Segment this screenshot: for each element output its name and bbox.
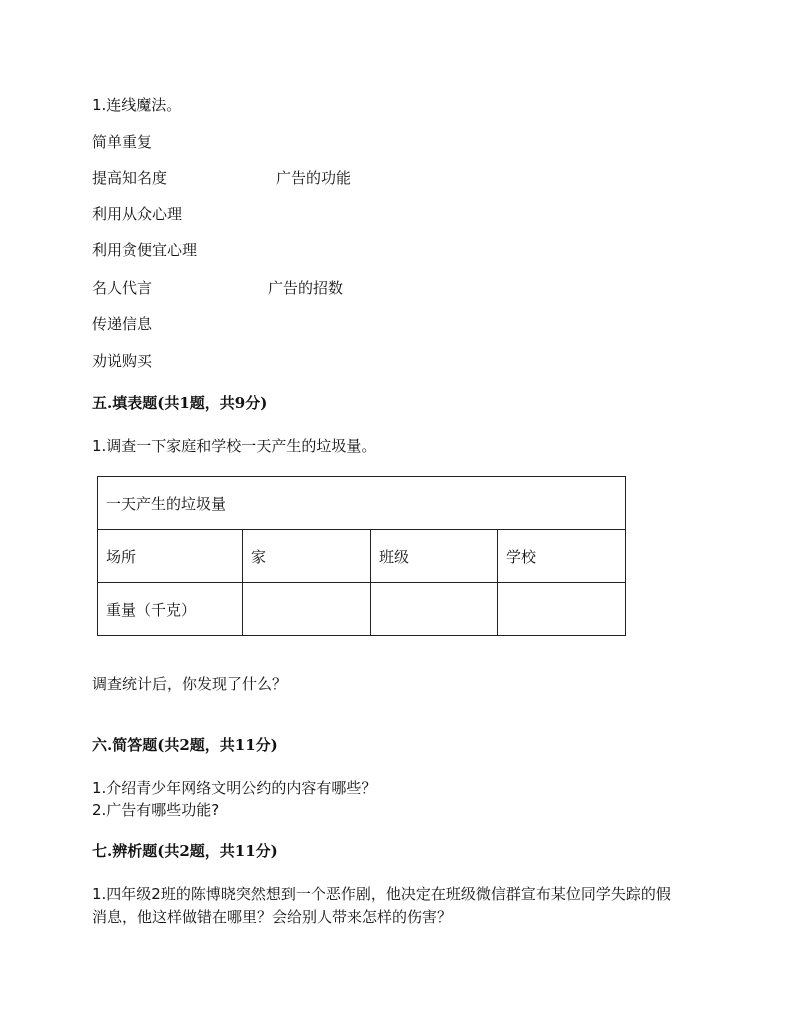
section-6-question: 1.介绍青少年网络文明公约的内容有哪些？ [92, 779, 377, 797]
table-cell-blank [371, 583, 498, 636]
table-cell-blank [498, 583, 626, 636]
section-7-question-line: 1.四年级2班的陈博晓突然想到一个恶作剧，他决定在班级微信群宣布某位同学失踪的假 [92, 885, 671, 903]
garbage-survey-table [97, 476, 626, 636]
section-5-question: 1.调查一下家庭和学校一天产生的垃圾量。 [92, 437, 377, 455]
table-cell: 学校 [498, 530, 626, 583]
match-left-item: 劝说购买 [92, 352, 153, 370]
section-6-question: 2.广告有哪些功能? [92, 801, 220, 819]
table-cell: 重量（千克） [98, 583, 243, 636]
question-4-prompt: 1.连线魔法。 [92, 96, 182, 114]
match-left-item: 简单重复 [92, 133, 153, 151]
match-right-item: 广告的功能 [276, 169, 352, 187]
match-left-item: 名人代言 [92, 279, 153, 297]
table-cell: 场所 [98, 530, 243, 583]
section-7-heading: 七.辨析题(共2题，共11分) [92, 842, 278, 860]
table-cell-blank [243, 583, 371, 636]
match-left-item: 传递信息 [92, 315, 153, 333]
table-title: 一天产生的垃圾量 [98, 477, 626, 530]
table-cell: 班级 [371, 530, 498, 583]
section-5-followup: 调查统计后，你发现了什么？ [92, 675, 288, 693]
match-right-item: 广告的招数 [268, 279, 344, 297]
match-left-item: 利用贪便宜心理 [92, 241, 198, 259]
section-7-question-line: 消息，他这样做错在哪里？会给别人带来怎样的伤害？ [92, 908, 453, 926]
section-6-heading: 六.简答题(共2题，共11分) [92, 736, 278, 754]
table-title-row [98, 477, 626, 530]
table-cell: 家 [243, 530, 371, 583]
match-left-item: 利用从众心理 [92, 205, 183, 223]
table-row [98, 583, 626, 636]
table-row [98, 530, 626, 583]
match-left-item: 提高知名度 [92, 169, 168, 187]
section-5-heading: 五.填表题(共1题，共9分) [92, 394, 268, 412]
